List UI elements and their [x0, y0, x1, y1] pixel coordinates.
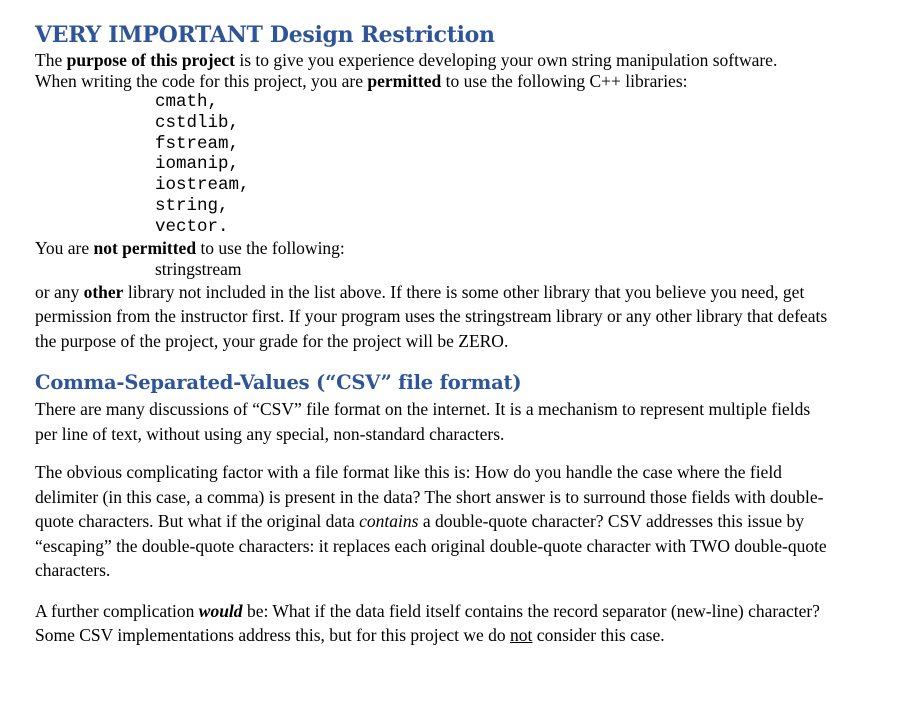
document-page: [35, 20, 895, 648]
purpose-paragraph: [35, 50, 895, 71]
text-run: is to give you experience developing your own string manipulation software.: [234, 50, 778, 70]
text-run: “escaping” the double-quote characters: it replaces each original double-quote character with TWO double-quote: [35, 535, 827, 556]
section-heading-design-restriction: VERY IMPORTANT Design Restriction: [35, 22, 495, 48]
text-run: You are: [35, 237, 94, 258]
bold-text: other: [83, 281, 124, 302]
text-run: consider this case.: [532, 625, 665, 646]
bold-italic-text: would: [198, 600, 243, 621]
text-run: Some CSV implementations address this, but for this project we do: [35, 625, 511, 646]
text-run: The: [35, 50, 67, 70]
text-run: library not included in the list above. If there is some other library that you believe you need, get: [123, 281, 805, 302]
paragraph-gap: [35, 583, 895, 599]
library-item: vector.: [155, 216, 229, 237]
not-permitted-paragraph: [35, 238, 895, 259]
text-run: to use the following C++ libraries:: [441, 71, 688, 91]
text-run: The obvious complicating factor with a file format like this is: How do you handle the case where the field: [35, 462, 782, 483]
bold-text: purpose of this project: [66, 50, 235, 70]
text-run: There are many discussions of “CSV” file format on the internet. It is a mechanism to represent multiple fields: [35, 399, 811, 420]
italic-text: contains: [359, 511, 419, 532]
library-item: cmath,: [155, 92, 219, 112]
permitted-library-list: [35, 92, 895, 238]
text-run: quote characters. But what if the original data: [35, 511, 360, 532]
text-run: or any: [35, 281, 84, 302]
library-item: string,: [155, 195, 229, 216]
bold-text: not permitted: [93, 237, 197, 258]
text-run: permission from the instructor first. If your program uses the stringstream library or any other library that defeats: [35, 306, 828, 327]
forbidden-library: stringstream: [155, 258, 242, 279]
csv-complication-paragraph: [35, 460, 895, 583]
section-heading-csv: Comma-Separated-Values (“CSV” file format): [35, 371, 522, 395]
text-run: a double-quote character? CSV addresses this issue by: [418, 511, 804, 532]
text-run: characters.: [35, 560, 111, 581]
library-item: iostream,: [155, 175, 250, 196]
paragraph-gap: [35, 446, 895, 460]
permitted-paragraph: [35, 71, 895, 92]
text-run: When writing the code for this project, you are: [35, 71, 368, 91]
text-run: be: What if the data field itself contains the record separator (new-line) character?: [242, 600, 820, 621]
library-item: iomanip,: [155, 154, 240, 175]
text-run: to use the following:: [196, 237, 345, 258]
text-run: the purpose of the project, your grade for the project will be ZERO.: [35, 330, 509, 351]
text-run: A further complication: [35, 600, 199, 621]
csv-intro-paragraph: [35, 397, 895, 446]
bold-text: permitted: [367, 71, 442, 91]
underlined-text: not: [510, 625, 533, 646]
library-item: fstream,: [155, 133, 240, 154]
other-library-paragraph: [35, 280, 895, 354]
text-run: per line of text, without using any special, non-standard characters.: [35, 423, 505, 444]
text-run: delimiter (in this case, a comma) is present in the data? The short answer is to surround those fields with double-: [35, 486, 824, 507]
csv-further-complication-paragraph: [35, 599, 895, 648]
library-item: cstdlib,: [155, 112, 240, 133]
